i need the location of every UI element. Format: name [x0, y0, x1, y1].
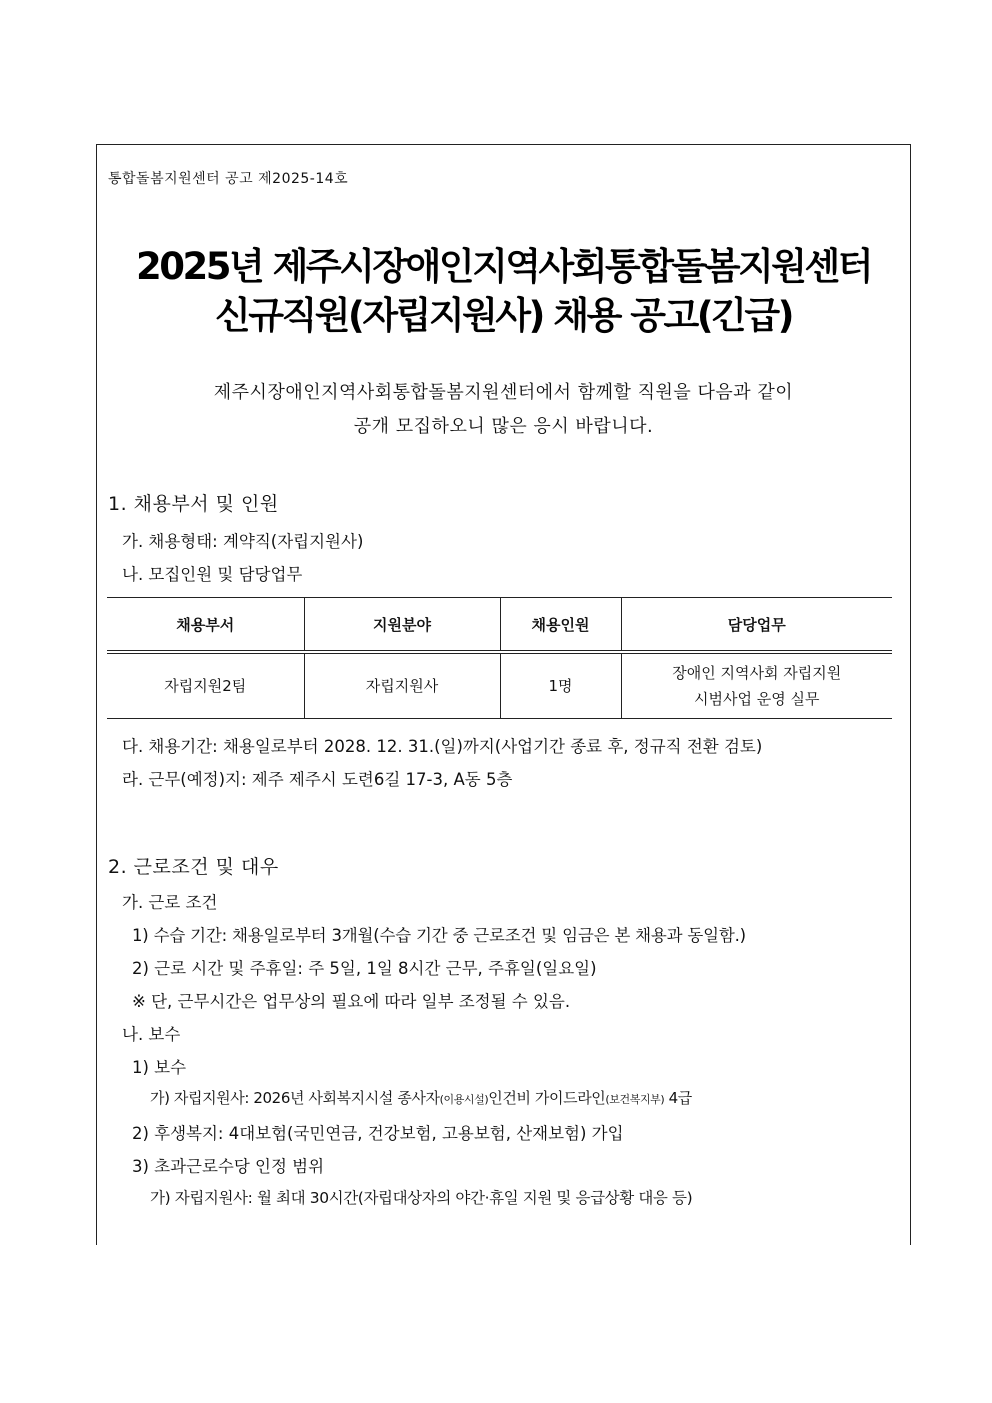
- cell-field: 자립지원사: [304, 652, 500, 719]
- section2-na-item-1-ga: [150, 1087, 692, 1108]
- salary-grade: 4급: [664, 1089, 692, 1107]
- section2-na-item-2: 2) 후생복지: 4대보험(국민연금, 건강보험, 고용보험, 산재보험) 가입: [132, 1124, 624, 1143]
- intro-line-1: 제주시장애인지역사회통합돌봄지원센터에서 함께할 직원을 다음과 같이: [213, 382, 794, 403]
- cell-count: 1명: [500, 652, 621, 719]
- cell-duty: [621, 652, 892, 719]
- section2-na-item-3-ga: 가) 자립지원사: 월 최대 30시간(자립대상자의 야간·휴일 지원 및 응급상황 대응 등): [150, 1189, 693, 1207]
- header-field: 지원분야: [304, 598, 500, 653]
- duty-line-1: 장애인 지역사회 자립지원: [672, 664, 842, 682]
- recruit-table: [107, 597, 892, 719]
- section1-item-na: 나. 모집인원 및 담당업무: [122, 565, 303, 584]
- section2-na-item-3: 3) 초과근로수당 인정 범위: [132, 1157, 325, 1176]
- table-row: [107, 652, 892, 719]
- section1-item-da: 다. 채용기간: 채용일로부터 2028. 12. 31.(일)까지(사업기간 종료 후, 정규직 전환 검토): [122, 737, 763, 756]
- notice-number: 통합돌봄지원센터 공고 제2025-14호: [108, 171, 349, 187]
- title-line-1: 2025년 제주시장애인지역사회통합돌봄지원센터: [136, 245, 871, 288]
- cell-dept: 자립지원2팀: [107, 652, 304, 719]
- header-duty: 담당업무: [621, 598, 892, 653]
- salary-note-ministry: (보건복지부): [605, 1093, 665, 1106]
- section1-heading: 1. 채용부서 및 인원: [108, 493, 279, 515]
- salary-guideline: 인건비 가이드라인: [488, 1089, 606, 1107]
- section1-item-ra: 라. 근무(예정)지: 제주 제주시 도련6길 17-3, A동 5층: [122, 770, 513, 789]
- table-header-row: [107, 598, 892, 653]
- duty-line-2: 시범사업 운영 실무: [694, 690, 820, 708]
- intro-line-2: 공개 모집하오니 많은 응시 바랍니다.: [353, 416, 654, 437]
- section2-ga-title: 가. 근로 조건: [122, 893, 218, 912]
- section2-ga-note: ※ 단, 근무시간은 업무상의 필요에 따라 일부 조정될 수 있음.: [132, 992, 571, 1011]
- section2-na-title: 나. 보수: [122, 1025, 181, 1044]
- section1-item-ga: 가. 채용형태: 계약직(자립지원사): [122, 532, 364, 551]
- section2-na-item-1: 1) 보수: [132, 1058, 187, 1077]
- section2-ga-item-1: 1) 수습 기간: 채용일로부터 3개월(수습 기간 중 근로조건 및 임금은 본 채용과 동일함.): [132, 926, 746, 945]
- section2-heading: 2. 근로조건 및 대우: [108, 856, 279, 878]
- header-dept: 채용부서: [107, 598, 304, 653]
- title-line-2: 신규직원(자립지원사) 채용 공고(긴급): [214, 294, 793, 337]
- header-count: 채용인원: [500, 598, 621, 653]
- section2-ga-item-2: 2) 근로 시간 및 주휴일: 주 5일, 1일 8시간 근무, 주휴일(일요일): [132, 959, 597, 978]
- salary-note-facility: (이용시설): [439, 1093, 489, 1106]
- salary-prefix: 가) 자립지원사: 2026년 사회복지시설 종사자: [150, 1089, 440, 1107]
